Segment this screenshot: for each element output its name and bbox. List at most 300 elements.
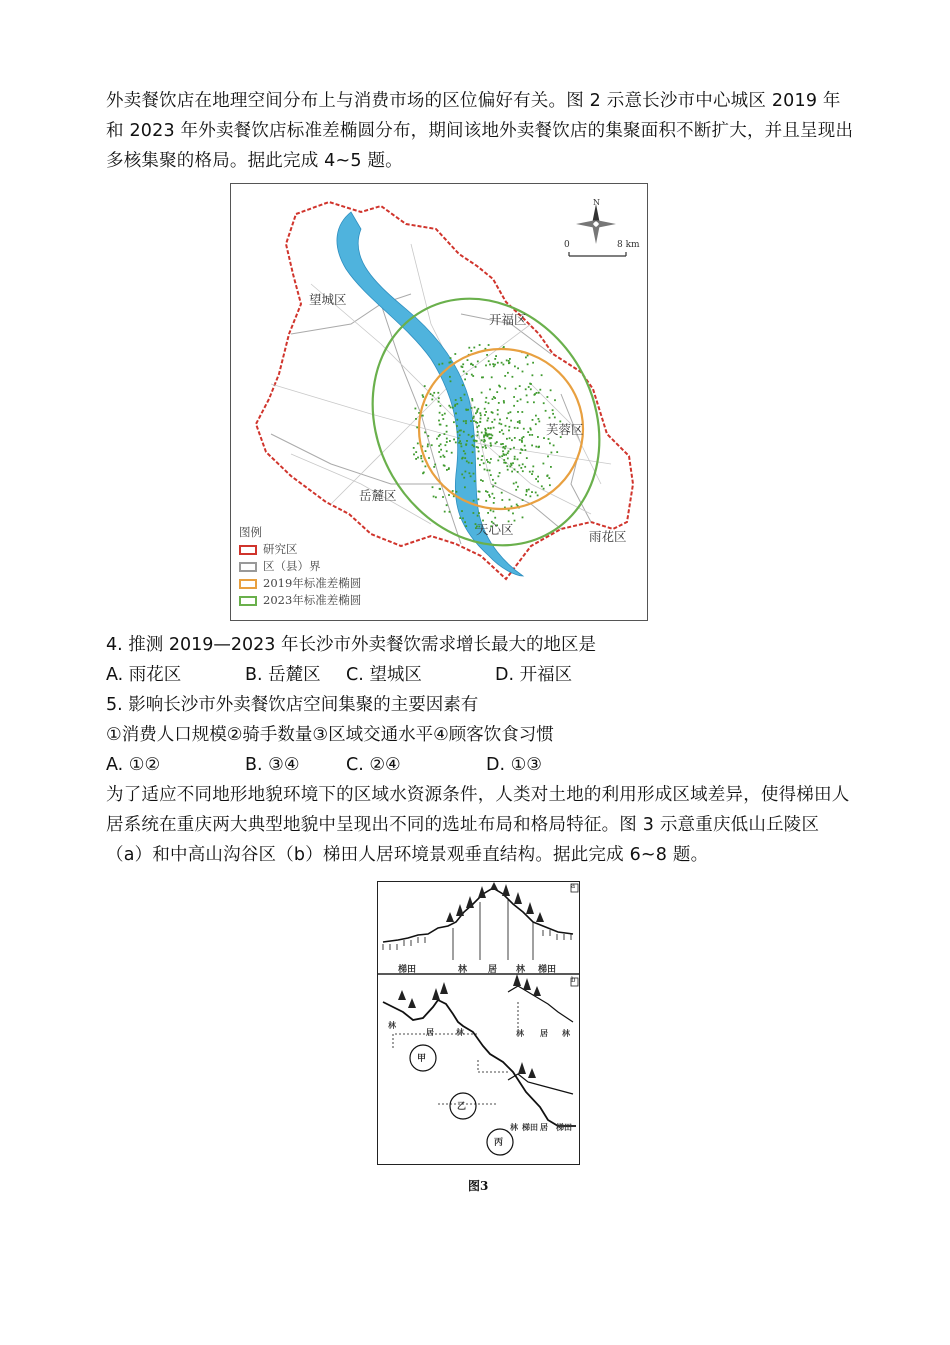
shop-point [442,496,444,498]
shop-point [430,393,432,395]
shop-point [413,454,415,456]
shop-point [460,430,462,432]
shop-point [444,456,446,458]
shop-point [508,450,510,452]
shop-point [428,457,430,459]
shop-point [510,448,512,450]
shop-point [533,401,535,403]
panel-a-label: a [571,882,576,890]
shop-point [537,495,539,497]
shop-point [525,388,527,390]
shop-point [541,485,543,487]
shop-point [456,419,458,421]
shop-point [462,384,464,386]
shop-point [472,451,474,453]
legend-title: 图例 [239,525,262,539]
legend-swatch-2019 [239,579,257,589]
shop-point [452,490,454,492]
shop-point [422,461,424,463]
shop-point [514,366,516,368]
shop-point [415,451,417,453]
shop-point [433,466,435,468]
shop-point [415,418,417,420]
shop-point [524,445,526,447]
shop-point [510,420,512,422]
shop-point [420,457,422,459]
shop-point [541,374,543,376]
shop-point [528,489,530,491]
shop-point [515,388,517,390]
shop-point [421,415,423,417]
a-label-forest-left: 林 [458,965,468,975]
shop-point [543,402,545,404]
shop-point [479,421,481,423]
shop-point [549,484,551,486]
shop-point [484,445,486,447]
shop-point [483,439,485,441]
shop-point [550,466,552,468]
shop-point [473,416,475,418]
shop-point [505,425,507,427]
shop-point [488,402,490,404]
shop-point [543,463,545,465]
shop-point [463,371,465,373]
shop-point [538,392,540,394]
shop-point [514,458,516,460]
shop-point [476,440,478,442]
b-label-forest-2: 林 [456,1027,464,1037]
shop-point [492,412,494,414]
shop-point [463,477,465,479]
shop-point [461,446,463,448]
shop-point [433,496,435,498]
shop-point [455,442,457,444]
shop-point [529,471,531,473]
q4-option-b: B. 岳麓区 [245,665,321,685]
shop-point [425,450,427,452]
shop-point [459,440,461,442]
panel-b-terrain [383,1000,576,1126]
shop-point [522,499,524,501]
shop-point [484,408,486,410]
shop-point [517,367,519,369]
shop-point [524,466,526,468]
shop-point [527,363,529,365]
shop-point [537,476,539,478]
shop-point [530,495,532,497]
shop-point [485,397,487,399]
shop-point [449,376,451,378]
shop-point [480,418,482,420]
shop-point [531,491,533,493]
shop-point [505,462,507,464]
shop-point [444,433,446,435]
shop-point [439,412,441,414]
shop-point [458,437,460,439]
shop-point [549,442,551,444]
q5-option-a: A. ①② [106,755,161,775]
shop-point [420,455,422,457]
shop-point [470,350,472,352]
shop-point [535,478,537,480]
shop-point [459,517,461,519]
shop-point [472,417,474,419]
shop-point [497,460,499,462]
shop-point [498,402,500,404]
shop-point [464,379,466,381]
panel-b-label: b [571,976,576,984]
shop-point [479,344,481,346]
b-label-terrace-1: 梯田 [522,1122,538,1132]
legend-boundary: 区（县）界 [263,559,321,573]
shop-point [440,443,442,445]
shop-point [531,445,533,447]
shop-point [538,421,540,423]
a-label-forest-right: 林 [516,965,526,975]
intro-paragraph-2: 为了适应不同地形地貌环境下的区域水资源条件，人类对土地的利用形成区域差异，使得梯田人居系统在重庆两大典型地貌中呈现出不同的选址布局和格局特征。图 3 示意重庆低山丘陵区（a）和中高山沟谷区（b）梯田人居环境景观垂直结构。据此完成 6~8 题。 [106,785,850,865]
shop-point [431,444,433,446]
shop-point [482,446,484,448]
shop-point [515,482,517,484]
shop-point [487,420,489,422]
shop-point [492,398,494,400]
shop-point [535,446,537,448]
map-legend [239,524,361,609]
shop-point [438,445,440,447]
shop-point [457,431,459,433]
shop-point [444,413,446,415]
shop-point [460,397,462,399]
shop-point [497,362,499,364]
a-label-terrace-right: 梯田 [538,965,557,975]
shop-point [477,431,479,433]
shop-point [489,389,491,391]
shop-point [503,454,505,456]
shop-point [538,446,540,448]
shop-point [492,486,494,488]
shop-point [432,395,434,397]
shop-point [435,496,437,498]
shop-point [547,396,549,398]
shop-point [503,462,505,464]
shop-point [471,398,473,400]
shop-point [494,358,496,360]
shop-point [449,362,451,364]
shop-point [516,504,518,506]
shop-point [500,443,502,445]
shop-point [531,434,533,436]
shop-point [486,354,488,356]
district-wangcheng: 望城区 [309,292,347,307]
shop-point [472,400,474,402]
shop-point [446,441,448,443]
shop-point [493,511,495,513]
shop-point [451,452,453,454]
shop-point [450,357,452,359]
district-kaifu: 开福区 [489,312,527,327]
shop-point [478,512,480,514]
intro-paragraph-1: 外卖餐饮店在地理空间分布上与消费市场的区位偏好有关。图 2 示意长沙市中心城区 2019 年和 2023 年外卖餐饮店标准差椭圆分布，期间该地外卖餐饮店的集聚面积不断扩大，并且呈现出多核集聚的格局。据此完成 4~5 题。 [106,91,854,171]
shop-point [547,475,549,477]
shop-point [526,457,528,459]
shop-point [489,364,491,366]
shop-point [505,454,507,456]
shop-point [483,462,485,464]
shop-point [507,458,509,460]
shop-point [479,491,481,493]
circle-label-bing: 丙 [494,1138,504,1148]
shop-point [485,433,487,435]
shop-point [481,455,483,457]
shop-point [465,525,467,527]
question-4-stem: 4. 推测 2019—2023 年长沙市外卖餐饮需求增长最大的地区是 [106,635,596,655]
legend-study-area: 研究区 [263,542,298,556]
shop-point [417,443,419,445]
shop-point [481,439,483,441]
shop-point [485,490,487,492]
shop-point [490,434,492,436]
shop-point [464,521,466,523]
shop-point [503,459,505,461]
shop-point [475,366,477,368]
shop-point [432,486,434,488]
shop-point [458,442,460,444]
shop-point [455,413,457,415]
shop-point [465,420,467,422]
shop-point [520,448,522,450]
shop-point [470,420,472,422]
shop-point [438,401,440,403]
shop-point [437,392,439,394]
shop-point [485,411,487,413]
shop-point [464,486,466,488]
shop-point [446,450,448,452]
shop-point [434,464,436,466]
shop-point [514,456,516,458]
shop-point [468,347,470,349]
shop-point [494,419,496,421]
shop-point [514,427,516,429]
shop-point [501,499,503,501]
shop-point [490,474,492,476]
shop-point [498,385,500,387]
shop-point [448,467,450,469]
a-label-residence: 居 [488,965,498,975]
shop-point [446,438,448,440]
shop-point [490,458,492,460]
shop-point [455,399,457,401]
shop-point [477,408,479,410]
shop-point [490,510,492,512]
q4-option-c: C. 望城区 [346,665,422,685]
shop-point [446,469,448,471]
shop-point [523,428,525,430]
shop-point [506,438,508,440]
shop-point [440,424,442,426]
shop-point [454,405,456,407]
shop-point [478,425,480,427]
shop-point [438,397,440,399]
shop-point [489,437,491,439]
shop-point [427,435,429,437]
shop-point [474,407,476,409]
shop-point [491,421,493,423]
b-label-residence-1: 居 [426,1027,434,1037]
q4-option-d: D. 开福区 [495,665,573,685]
shop-point [489,470,491,472]
shop-point [505,445,507,447]
circle-label-jia: 甲 [417,1054,427,1064]
panel-a-terrain [383,888,573,942]
shop-point [473,512,475,514]
legend-2023: 2023年标准差椭圆 [263,593,362,607]
shop-point [527,355,529,357]
shop-point [507,372,509,374]
shop-point [478,451,480,453]
shop-point [532,466,534,468]
shop-point [461,510,463,512]
shop-point [500,423,502,425]
shop-point [502,450,504,452]
shop-point [517,421,519,423]
shop-point [416,427,418,429]
legend-swatch-study-area [239,545,257,555]
shop-point [506,360,508,362]
shop-point [427,444,429,446]
shop-point [488,433,490,435]
shop-point [470,475,472,477]
shop-point [492,363,494,365]
district-yuelu: 岳麓区 [359,488,397,503]
shop-point [554,417,556,419]
shop-point [453,421,455,423]
shop-point [525,357,527,359]
shop-point [554,399,556,401]
b-label-forest-4: 林 [562,1028,570,1038]
shop-point [535,423,537,425]
scale-end: 8 km [617,240,640,250]
shop-point [436,438,438,440]
shop-point [510,411,512,413]
shop-point [485,447,487,449]
shop-point [550,389,552,391]
shop-point [488,344,490,346]
shop-point [507,469,509,471]
shop-point [525,449,527,451]
shop-point [425,404,427,406]
shop-point [538,418,540,420]
shop-point [483,441,485,443]
shop-point [422,396,424,398]
shop-point [476,410,478,412]
shop-point [518,465,520,467]
shop-point [487,417,489,419]
q5-option-b: B. ③④ [245,755,300,775]
shop-point [461,399,463,401]
shop-point [529,383,531,385]
shop-point [499,472,501,474]
shop-point [484,469,486,471]
shop-point [480,479,482,481]
shop-point [461,474,463,476]
shop-point [464,453,466,455]
shop-point [442,418,444,420]
shop-point [415,408,417,410]
shop-point [480,414,482,416]
shop-point [511,506,513,508]
shop-point [440,405,442,407]
shop-point [508,362,510,364]
shop-point [471,462,473,464]
shop-point [448,405,450,407]
shop-point [463,420,465,422]
legend-swatch-2023 [239,596,257,606]
shop-point [495,482,497,484]
shop-point [502,433,504,435]
shop-point [444,465,446,467]
shop-point [438,420,440,422]
shop-point [504,388,506,390]
shop-point [521,440,523,442]
b-label-forest-5: 林 [510,1122,518,1132]
shop-point [512,376,514,378]
shop-point [492,479,494,481]
shop-point [526,395,528,397]
shop-point [506,417,508,419]
shop-point [513,405,515,407]
shop-point [493,427,495,429]
shop-point [519,385,521,387]
shop-point [490,445,492,447]
shop-point [517,400,519,402]
shop-point [503,400,505,402]
shop-point [530,429,532,431]
shop-point [517,411,519,413]
shop-point [543,437,545,439]
shop-point [512,462,514,464]
shop-point [552,413,554,415]
shop-point [490,442,492,444]
shop-point [548,477,550,479]
shop-point [521,437,523,439]
shop-point [459,434,461,436]
shop-point [460,443,462,445]
shop-point [514,437,516,439]
shop-point [497,409,499,411]
shop-point [467,409,469,411]
legend-swatch-boundary [239,562,257,572]
shop-point [453,439,455,441]
shop-point [517,486,519,488]
circle-label-yi: 乙 [457,1102,467,1112]
shop-point [462,457,464,459]
b-label-forest-3: 林 [516,1028,524,1038]
shop-point [519,439,521,441]
shop-point [508,430,510,432]
shop-point [488,494,490,496]
shop-point [532,374,534,376]
shop-point [497,414,499,416]
shop-point [513,483,515,485]
shop-point [488,360,490,362]
shop-point [440,449,442,451]
shop-point [499,423,501,425]
shop-point [444,511,446,513]
shop-point [473,500,475,502]
shop-point [501,455,503,457]
shop-point [537,481,539,483]
shop-point [529,434,531,436]
